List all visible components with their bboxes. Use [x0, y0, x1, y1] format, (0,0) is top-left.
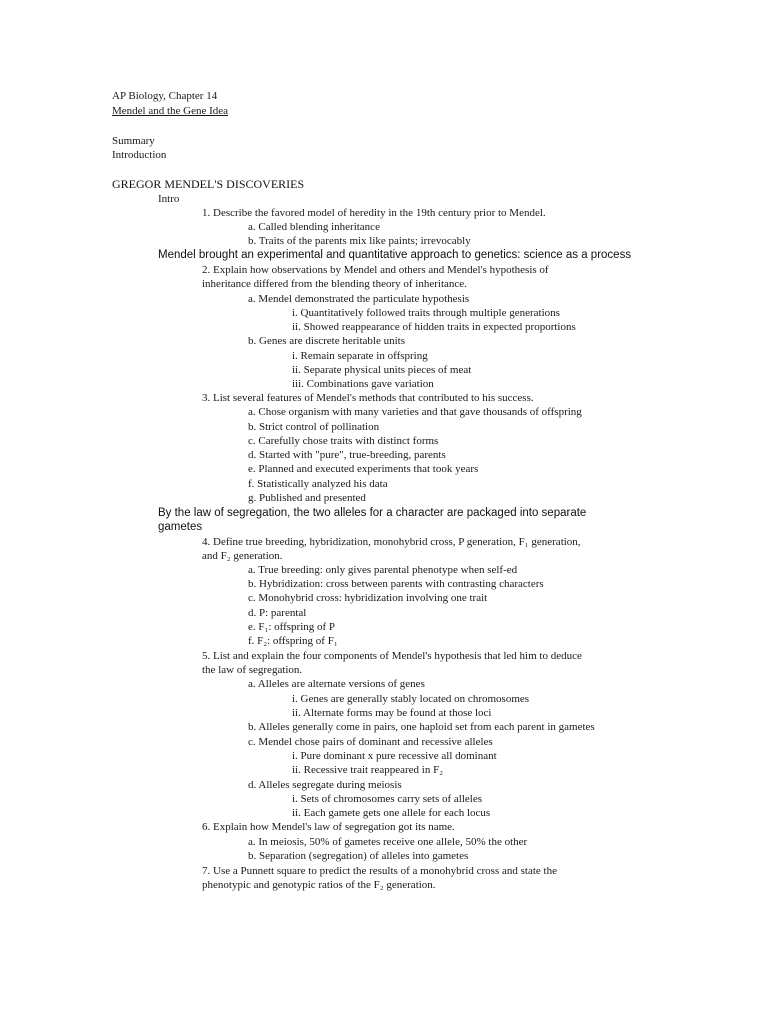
question-7-line-1: 7. Use a Punnett square to predict the results of a monohybrid cross and state the	[202, 865, 557, 877]
chapter-title: Mendel and the Gene Idea	[112, 105, 229, 117]
q5-answer-c-ii: ii. Recessive trait reappeared in F₂	[292, 764, 444, 776]
q2-answer-b-ii: ii. Separate physical units pieces of meat	[292, 364, 472, 376]
introduction-label: Introduction	[112, 149, 167, 161]
q6-answer-b: b. Separation (segregation) of alleles into gametes	[248, 850, 469, 862]
q4-answer-f: f. F₂: offspring of F₁	[248, 635, 338, 647]
q5-answer-d-i: i. Sets of chromosomes carry sets of alleles	[292, 793, 483, 805]
q1-answer-a: a. Called blending inheritance	[248, 221, 380, 233]
q2-answer-b: b. Genes are discrete heritable units	[248, 335, 405, 347]
question-5-line-2: the law of segregation.	[202, 664, 303, 676]
intro-label: Intro	[158, 193, 180, 205]
q2-answer-a-ii: ii. Showed reappearance of hidden traits in expected proportions	[292, 321, 576, 333]
q5-answer-c: c. Mendel chose pairs of dominant and recessive alleles	[248, 736, 493, 748]
question-7-line-2: phenotypic and genotypic ratios of the F₂ generation.	[202, 879, 436, 891]
heading-segregation-line-2: gametes	[158, 521, 203, 533]
q2-answer-b-i: i. Remain separate in offspring	[292, 350, 428, 362]
question-1: 1. Describe the favored model of heredity in the 19th century prior to Mendel.	[202, 207, 546, 219]
q4-answer-d: d. P: parental	[248, 607, 307, 619]
q3-answer-b: b. Strict control of pollination	[248, 421, 380, 433]
q1-answer-b: b. Traits of the parents mix like paints; irrevocably	[248, 235, 471, 247]
q2-answer-b-iii: iii. Combinations gave variation	[292, 378, 434, 390]
heading-segregation-line-1: By the law of segregation, the two alleles for a character are packaged into separate	[158, 507, 587, 519]
q3-answer-g: g. Published and presented	[248, 492, 366, 504]
q4-answer-c: c. Monohybrid cross: hybridization involving one trait	[248, 592, 488, 604]
summary-label: Summary	[112, 135, 155, 147]
q4-answer-a: a. True breeding: only gives parental phenotype when self-ed	[248, 564, 518, 576]
question-4-line-2: and F₂ generation.	[202, 550, 283, 562]
q3-answer-a: a. Chose organism with many varieties and that gave thousands of offspring	[248, 406, 582, 418]
question-3: 3. List several features of Mendel's methods that contributed to his success.	[202, 392, 534, 404]
question-2-line-1: 2. Explain how observations by Mendel and others and Mendel's hypothesis of	[202, 264, 549, 276]
q6-answer-a: a. In meiosis, 50% of gametes receive one allele, 50% the other	[248, 836, 528, 848]
question-5-line-1: 5. List and explain the four components of Mendel's hypothesis that led him to deduce	[202, 650, 582, 662]
question-6: 6. Explain how Mendel's law of segregation got its name.	[202, 821, 455, 833]
heading-experimental: Mendel brought an experimental and quantitative approach to genetics: science as a process	[158, 249, 632, 261]
q3-answer-d: d. Started with "pure", true-breeding, parents	[248, 449, 446, 461]
course-title: AP Biology, Chapter 14	[112, 90, 218, 102]
q5-answer-c-i: i. Pure dominant x pure recessive all dominant	[292, 750, 497, 762]
q3-answer-f: f. Statistically analyzed his data	[248, 478, 388, 490]
q5-answer-a-ii: ii. Alternate forms may be found at those loci	[292, 707, 492, 719]
q3-answer-e: e. Planned and executed experiments that took years	[248, 463, 479, 475]
q5-answer-d: d. Alleles segregate during meiosis	[248, 779, 402, 791]
q5-answer-d-ii: ii. Each gamete gets one allele for each locus	[292, 807, 491, 819]
q5-answer-a: a. Alleles are alternate versions of genes	[248, 678, 425, 690]
q2-answer-a-i: i. Quantitatively followed traits through multiple generations	[292, 307, 560, 319]
q4-answer-b: b. Hybridization: cross between parents with contrasting characters	[248, 578, 544, 590]
q3-answer-c: c. Carefully chose traits with distinct forms	[248, 435, 439, 447]
q4-answer-e: e. F₁: offspring of P	[248, 621, 336, 633]
q2-answer-a: a. Mendel demonstrated the particulate hypothesis	[248, 293, 470, 305]
q5-answer-a-i: i. Genes are generally stably located on chromosomes	[292, 693, 530, 705]
question-2-line-2: inheritance differed from the blending theory of inheritance.	[202, 278, 467, 290]
q5-answer-b: b. Alleles generally come in pairs, one haploid set from each parent in gametes	[248, 721, 595, 733]
section-title: GREGOR MENDEL'S DISCOVERIES	[112, 177, 305, 191]
question-4-line-1: 4. Define true breeding, hybridization, monohybrid cross, P generation, F₁ generation,	[202, 536, 581, 548]
